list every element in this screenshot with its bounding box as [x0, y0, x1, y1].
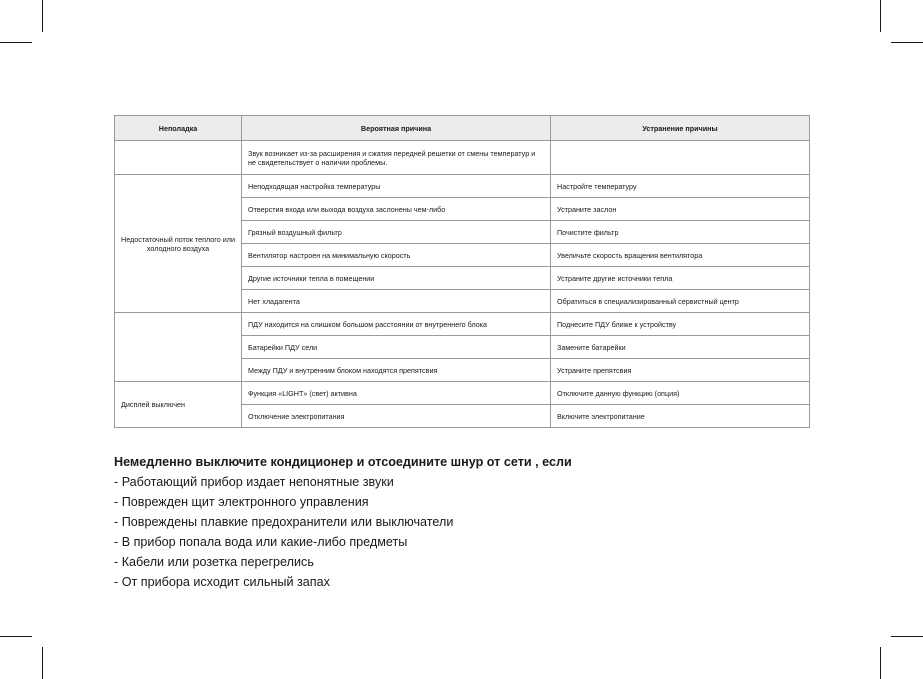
crop-mark [880, 0, 881, 32]
fix-cell: Устраните другие источники тепла [551, 267, 810, 290]
fix-cell: Настройте температуру [551, 175, 810, 198]
table-header-row [115, 116, 810, 141]
fix-cell [551, 141, 810, 175]
crop-mark [42, 647, 43, 679]
header-fix: Устранение причины [551, 116, 810, 141]
crop-mark [891, 636, 923, 637]
fix-cell: Отключите данную функцию (опция) [551, 382, 810, 405]
cause-cell: Отверстия входа или выхода воздуха заслонены чем-либо [242, 198, 551, 221]
warning-heading: Немедленно выключите кондиционер и отсоедините шнур от сети , если [114, 455, 572, 469]
fix-cell: Поднесите ПДУ ближе к устройству [551, 313, 810, 336]
warning-item: - Кабели или розетка перегрелись [114, 555, 314, 569]
warning-item: - В прибор попала вода или какие-либо предметы [114, 535, 408, 549]
crop-mark [891, 42, 923, 43]
cause-cell: Вентилятор настроен на минимальную скорость [242, 244, 551, 267]
fault-cell [115, 313, 242, 382]
table-row [115, 141, 810, 175]
cause-cell: Батарейки ПДУ сели [242, 336, 551, 359]
warning-item: - Повреждены плавкие предохранители или выключатели [114, 515, 454, 529]
crop-mark [880, 647, 881, 679]
cause-cell: Функция «LIGHT» (свет) активна [242, 382, 551, 405]
table-row [115, 382, 810, 405]
fix-cell: Почистите фильтр [551, 221, 810, 244]
fault-cell [115, 141, 242, 175]
cause-cell: Грязный воздушный фильтр [242, 221, 551, 244]
crop-mark [42, 0, 43, 32]
fix-cell: Включите электропитание [551, 405, 810, 428]
cause-cell: Нет хладагента [242, 290, 551, 313]
warning-section [114, 452, 714, 592]
table-row [115, 313, 810, 336]
table-row [115, 175, 810, 198]
crop-mark [0, 42, 32, 43]
header-fault: Неполадка [115, 116, 242, 141]
fix-cell: Устраните заслон [551, 198, 810, 221]
fix-cell: Устраните препятсвия [551, 359, 810, 382]
cause-cell: Другие источники тепла в помещении [242, 267, 551, 290]
warning-item: - Работающий прибор издает непонятные звуки [114, 475, 394, 489]
cause-cell: Звук возникает из-за расширения и сжатия передней решетки от смены температур и не свидетельствует о наличии проблемы. [242, 141, 551, 175]
warning-item: - Поврежден щит электронного управления [114, 495, 369, 509]
fix-cell: Обратиться в специализированный сервистный центр [551, 290, 810, 313]
fault-cell: Недостаточный поток теплого или холодного воздуха [115, 175, 242, 313]
cause-cell: Между ПДУ и внутренним блоком находятся препятсвия [242, 359, 551, 382]
cause-cell: Неподходящая настройка температуры [242, 175, 551, 198]
cause-cell: ПДУ находится на слишком большом расстоянии от внутреннего блока [242, 313, 551, 336]
warning-item: - От прибора исходит сильный запах [114, 575, 330, 589]
header-cause: Вероятная причина [242, 116, 551, 141]
fix-cell: Увеличьте скорость вращения вентилятора [551, 244, 810, 267]
crop-mark [0, 636, 32, 637]
fix-cell: Замените батарейки [551, 336, 810, 359]
troubleshooting-table [114, 115, 810, 428]
fault-cell: Дисплей выключен [115, 382, 242, 428]
cause-cell: Отключение электропитания [242, 405, 551, 428]
